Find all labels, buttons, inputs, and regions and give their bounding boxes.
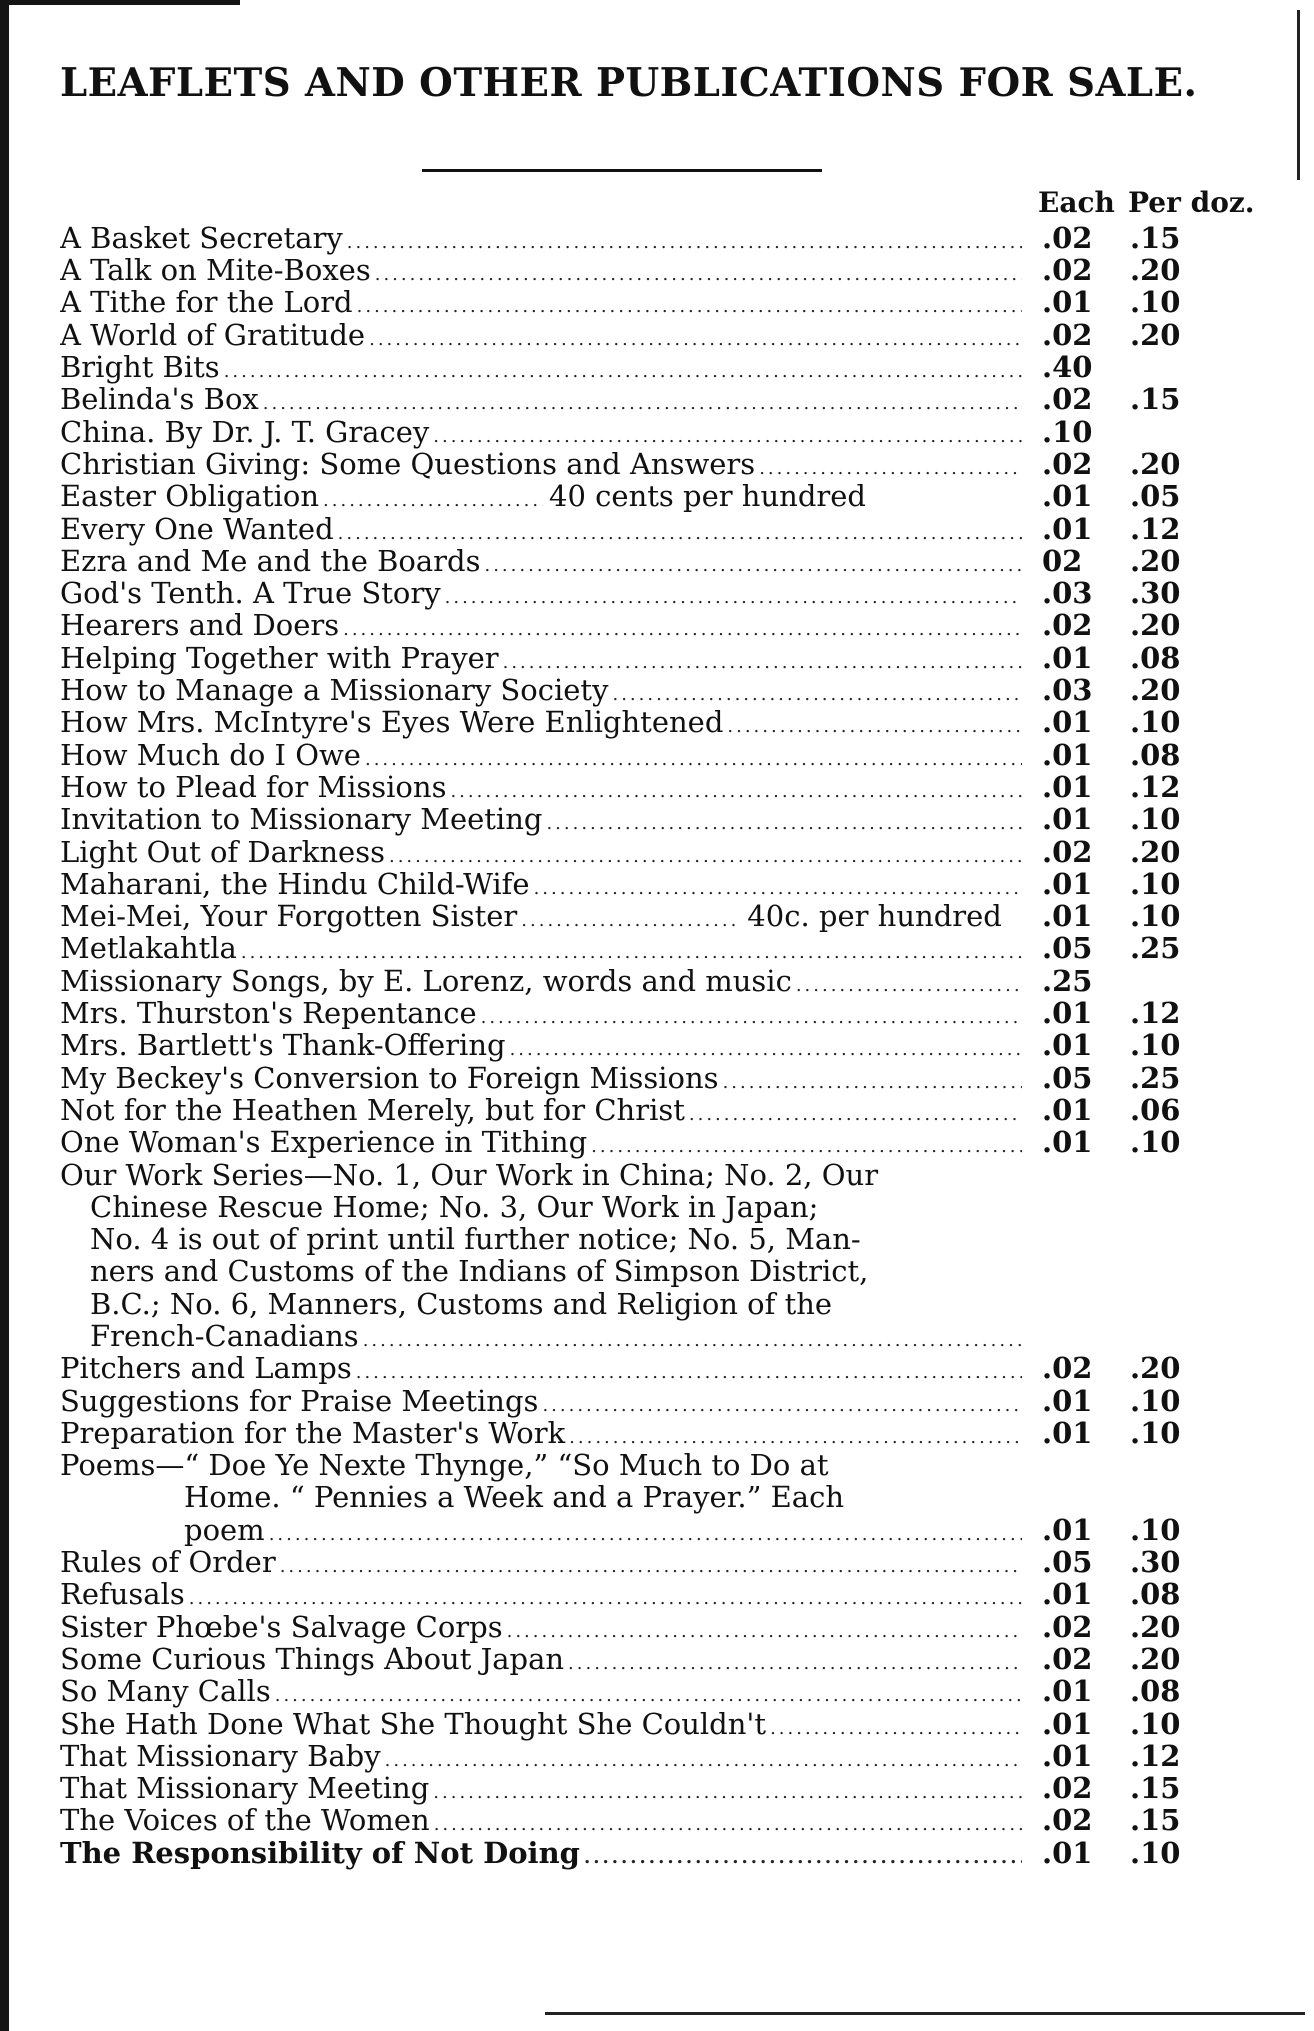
price-per-doz: .20 — [1130, 673, 1181, 708]
publication-entry — [60, 448, 1260, 480]
price-per-doz: .06 — [1130, 1092, 1181, 1127]
publication-entry — [60, 1740, 1260, 1772]
price-per-doz: .08 — [1130, 1577, 1181, 1612]
publication-title: That Missionary Baby — [60, 1739, 381, 1773]
poems-line: Home. “ Pennies a Week and a Prayer.” Each — [184, 1480, 845, 1515]
publication-title: Hearers and Doers — [60, 609, 340, 643]
dot-leader — [569, 1422, 1022, 1454]
price-per-doz: .20 — [1130, 834, 1181, 869]
price-each: .02 — [1042, 608, 1093, 643]
publication-entry — [60, 965, 1260, 997]
price-each: .02 — [1042, 382, 1093, 417]
dot-leader — [591, 1131, 1022, 1163]
publication-title: Pitchers and Lamps — [60, 1352, 352, 1386]
publication-title: How to Manage a Missionary Society — [60, 674, 609, 708]
publication-entry — [60, 803, 1260, 835]
publication-title: My Beckey's Conversion to Foreign Missions — [60, 1061, 719, 1095]
publication-entry — [60, 1126, 1260, 1158]
price-each: .01 — [1042, 1125, 1093, 1160]
publication-title: So Many Calls — [60, 1675, 271, 1709]
price-per-doz: .20 — [1130, 446, 1181, 481]
price-per-doz: .25 — [1130, 931, 1181, 966]
price-each: .01 — [1042, 1383, 1093, 1418]
publication-entry — [60, 1385, 1260, 1417]
publication-entry — [60, 868, 1260, 900]
publication-list-c — [60, 1546, 1260, 1869]
publication-entry — [60, 1611, 1260, 1643]
publication-entry — [60, 836, 1260, 868]
publication-title: Mei-Mei, Your Forgotten Sister — [60, 900, 518, 934]
publication-title: Invitation to Missionary Meeting — [60, 803, 543, 837]
price-each: .02 — [1042, 1803, 1093, 1838]
publication-entry — [60, 1094, 1260, 1126]
price-each: .02 — [1042, 220, 1093, 255]
publication-entry — [60, 1546, 1260, 1578]
publication-title: Sister Phœbe's Salvage Corps — [60, 1610, 503, 1644]
publication-entry — [60, 1578, 1260, 1610]
publication-entry — [60, 577, 1260, 609]
price-each: .01 — [1042, 1706, 1093, 1741]
price-per-doz: .30 — [1130, 576, 1181, 611]
publication-title: That Missionary Meeting — [60, 1772, 430, 1806]
price-per-doz: .20 — [1130, 253, 1181, 288]
price-per-doz: .12 — [1130, 769, 1181, 804]
publication-title: A Tithe for the Lord — [60, 286, 353, 320]
price-per-doz: .10 — [1130, 866, 1181, 901]
price-each: .02 — [1042, 834, 1093, 869]
price-per-doz: .10 — [1130, 1706, 1181, 1741]
publication-entry — [60, 609, 1260, 641]
price-each: .10 — [1042, 414, 1093, 449]
price-per-doz: .05 — [1130, 479, 1181, 514]
publication-entry — [60, 642, 1260, 674]
publication-title: Mrs. Thurston's Repentance — [60, 997, 477, 1031]
publication-entry — [60, 739, 1260, 771]
title-divider — [422, 169, 822, 172]
price-per-doz: .20 — [1130, 1351, 1181, 1386]
publication-entry — [60, 286, 1260, 318]
publication-title: Suggestions for Praise Meetings — [60, 1384, 539, 1418]
price-per-doz: .08 — [1130, 1674, 1181, 1709]
price-each: .03 — [1042, 576, 1093, 611]
publication-title: Preparation for the Master's Work — [60, 1416, 566, 1450]
publication-title: Helping Together with Prayer — [60, 641, 499, 675]
price-each: .02 — [1042, 1641, 1093, 1676]
price-per-doz: .10 — [1130, 899, 1181, 934]
publication-title: Belinda's Box — [60, 383, 259, 417]
price-each: .01 — [1042, 866, 1093, 901]
price-each: .02 — [1042, 446, 1093, 481]
work-series-entry — [60, 1159, 1260, 1353]
work-series-line: ners and Customs of the Indians of Simpson District, — [90, 1254, 869, 1289]
price-per-doz: .30 — [1130, 1545, 1181, 1580]
column-headers — [60, 182, 1260, 222]
price-each: .05 — [1042, 1545, 1093, 1580]
price-per-doz: .10 — [1130, 1835, 1181, 1870]
page-title: LEAFLETS AND OTHER PUBLICATIONS FOR SALE. — [60, 60, 1198, 106]
price-each: .02 — [1042, 1771, 1093, 1806]
publication-entry — [60, 1062, 1260, 1094]
publication-title: Every One Wanted — [60, 512, 334, 546]
price-each: .01 — [1042, 996, 1093, 1031]
price-per-doz: .08 — [1130, 737, 1181, 772]
price-note: 40c. per hundred — [747, 900, 1002, 934]
publication-title: Ezra and Me and the Boards — [60, 544, 481, 578]
price-per-doz: .15 — [1130, 220, 1181, 255]
publication-list-a — [60, 222, 1260, 1159]
price-each: .01 — [1042, 802, 1093, 837]
poems-line: poem — [184, 1513, 265, 1547]
publication-title: The Voices of the Women — [60, 1804, 430, 1838]
price-each: .01 — [1042, 899, 1093, 934]
publication-entry — [60, 222, 1260, 254]
publication-entry — [60, 416, 1260, 448]
publication-entry — [60, 706, 1260, 738]
column-header-per-doz: Per doz. — [1128, 185, 1255, 219]
publication-title: Not for the Heathen Merely, but for Christ — [60, 1093, 685, 1127]
price-each: .01 — [1042, 511, 1093, 546]
price-per-doz: .15 — [1130, 1803, 1181, 1838]
price-each: .01 — [1042, 1092, 1093, 1127]
price-per-doz: .25 — [1130, 1060, 1181, 1095]
price-per-doz: .10 — [1130, 1415, 1181, 1450]
price-per-doz: .10 — [1130, 1383, 1181, 1418]
publication-entry — [60, 545, 1260, 577]
price-per-doz: .12 — [1130, 511, 1181, 546]
price-per-doz: .20 — [1130, 317, 1181, 352]
price-per-doz: .15 — [1130, 382, 1181, 417]
publication-title: Bright Bits — [60, 351, 220, 385]
poems-line: Poems—“ Doe Ye Nexte Thynge,” “So Much to Do at — [60, 1448, 829, 1483]
price-each: .01 — [1042, 769, 1093, 804]
price-per-doz: .08 — [1130, 640, 1181, 675]
publication-title: Refusals — [60, 1578, 185, 1612]
price-each: .01 — [1042, 285, 1093, 320]
dot-leader — [584, 1842, 1022, 1874]
work-series-line: Chinese Rescue Home; No. 3, Our Work in Japan; — [90, 1189, 819, 1224]
price-per-doz: .10 — [1130, 1125, 1181, 1160]
publication-title: She Hath Done What She Thought She Couldn't — [60, 1707, 767, 1741]
price-each: .01 — [1042, 640, 1093, 675]
entry-title-area — [60, 1126, 1026, 1163]
price-each: .02 — [1042, 253, 1093, 288]
price-per-doz: .20 — [1130, 1641, 1181, 1676]
price-per-doz: .12 — [1130, 1738, 1181, 1773]
publication-title: The Responsibility of Not Doing — [60, 1836, 580, 1870]
price-per-doz: .20 — [1130, 1609, 1181, 1644]
price-per-doz: .10 — [1130, 1512, 1181, 1547]
publication-entry — [60, 1643, 1260, 1675]
page-border-left — [0, 0, 9, 2031]
price-per-doz: .10 — [1130, 1028, 1181, 1063]
publication-list-page — [60, 62, 1260, 1869]
bottom-rule — [545, 2012, 1305, 2015]
price-per-doz: .10 — [1130, 285, 1181, 320]
publication-entry — [60, 771, 1260, 803]
publication-title: Rules of Order — [60, 1546, 276, 1580]
publication-entry — [60, 1708, 1260, 1740]
price-each: .01 — [1042, 1738, 1093, 1773]
work-series-line: No. 4 is out of print until further notice; No. 5, Man- — [90, 1222, 861, 1257]
publication-entry — [60, 1417, 1260, 1449]
publication-title: Mrs. Bartlett's Thank-Offering — [60, 1029, 506, 1063]
publication-entry — [60, 513, 1260, 545]
price-each: .01 — [1042, 1028, 1093, 1063]
price-each: 02 — [1042, 543, 1083, 578]
publication-list-b — [60, 1352, 1260, 1449]
publication-title: Christian Giving: Some Questions and Answers — [60, 447, 756, 481]
price-per-doz: .20 — [1130, 608, 1181, 643]
price-each: .03 — [1042, 673, 1093, 708]
publication-entry — [60, 319, 1260, 351]
publication-entry — [60, 1804, 1260, 1836]
price-each: .02 — [1042, 1351, 1093, 1386]
price-per-doz: .10 — [1130, 705, 1181, 740]
poems-entry — [60, 1449, 1260, 1546]
publication-title: A Talk on Mite-Boxes — [60, 254, 371, 288]
price-each: .01 — [1042, 1577, 1093, 1612]
publication-title: How to Plead for Missions — [60, 770, 447, 804]
poems-last-line — [60, 1514, 1260, 1546]
work-series-line: French-Canadians — [90, 1319, 359, 1353]
publication-entry — [60, 383, 1260, 415]
work-series-last-line — [60, 1320, 1260, 1352]
entry-title-area — [60, 1837, 1026, 1874]
work-series-line: Our Work Series—No. 1, Our Work in China; No. 2, Our — [60, 1157, 879, 1192]
price-each: .01 — [1042, 737, 1093, 772]
publication-entry — [60, 997, 1260, 1029]
price-each: .01 — [1042, 1415, 1093, 1450]
price-per-doz: .15 — [1130, 1771, 1181, 1806]
publication-entry — [60, 351, 1260, 383]
publication-title: Light Out of Darkness — [60, 835, 385, 869]
publication-title: China. By Dr. J. T. Gracey — [60, 415, 430, 449]
publication-entry — [60, 1675, 1260, 1707]
publication-entry — [60, 1772, 1260, 1804]
price-per-doz: .12 — [1130, 996, 1181, 1031]
publication-entry — [60, 1352, 1260, 1384]
price-each: .01 — [1042, 479, 1093, 514]
publication-title: Missionary Songs, by E. Lorenz, words and music — [60, 964, 792, 998]
price-each: .01 — [1042, 1512, 1093, 1547]
entry-title-area — [60, 1417, 1026, 1454]
publication-title: A Basket Secretary — [60, 221, 343, 255]
price-per-doz: .20 — [1130, 543, 1181, 578]
publication-title: How Much do I Owe — [60, 738, 361, 772]
work-series-line: B.C.; No. 6, Manners, Customs and Religion of the — [90, 1286, 833, 1321]
publication-entry — [60, 254, 1260, 286]
publication-entry — [60, 480, 1260, 512]
price-each: .05 — [1042, 1060, 1093, 1095]
price-each: .01 — [1042, 705, 1093, 740]
price-each: .02 — [1042, 1609, 1093, 1644]
publication-title: How Mrs. McIntyre's Eyes Were Enlightened — [60, 706, 724, 740]
price-each: .01 — [1042, 1674, 1093, 1709]
price-each: .02 — [1042, 317, 1093, 352]
publication-entry — [60, 900, 1260, 932]
price-each: .01 — [1042, 1835, 1093, 1870]
price-each: .40 — [1042, 350, 1093, 385]
price-each: .25 — [1042, 963, 1093, 998]
publication-entry — [60, 1837, 1260, 1869]
publication-entry — [60, 932, 1260, 964]
price-per-doz: .10 — [1130, 802, 1181, 837]
price-each: .05 — [1042, 931, 1093, 966]
publication-title: Some Curious Things About Japan — [60, 1642, 565, 1676]
price-note: 40 cents per hundred — [549, 480, 866, 514]
publication-title: Metlakahtla — [60, 932, 237, 966]
publication-title: Easter Obligation — [60, 480, 320, 514]
publication-title: Maharani, the Hindu Child-Wife — [60, 867, 530, 901]
publication-title: God's Tenth. A True Story — [60, 577, 441, 611]
publication-entry — [60, 1029, 1260, 1061]
page-border-right — [1297, 10, 1300, 180]
publication-title: A World of Gratitude — [60, 318, 366, 352]
page-border-top — [0, 0, 240, 5]
publication-title: One Woman's Experience in Tithing — [60, 1126, 588, 1160]
publication-entry — [60, 674, 1260, 706]
column-header-each: Each — [1038, 185, 1115, 219]
